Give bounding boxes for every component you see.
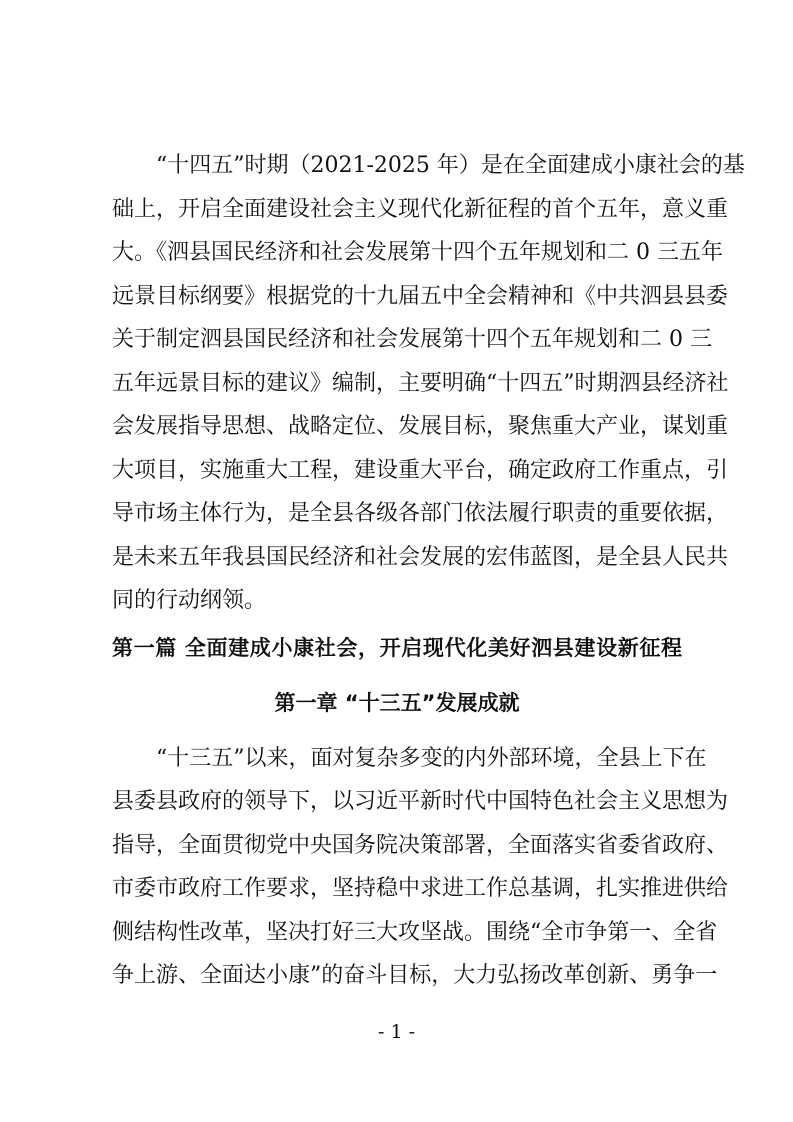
chapter-line-4: 市委市政府工作要求，坚持稳中求进工作总基调，扎实推进供给 [112, 876, 729, 901]
chapter-title: 第一章 “十三五”发展成就 [274, 691, 520, 715]
intro-line-2: 础上，开启全面建设社会主义现代化新征程的首个五年，意义重 [112, 197, 729, 222]
intro-line-10: 是未来五年我县国民经济和社会发展的宏伟蓝图，是全县人民共 [112, 545, 729, 570]
chapter-line-6: 争上游、全面达小康”的奋斗目标，大力弘扬改革创新、勇争一 [112, 963, 718, 988]
page-number: - 1 - [377, 1021, 415, 1043]
chapter-line-1: “十三五”以来，面对复杂多变的内外部环境，全县上下在 [156, 746, 707, 771]
intro-line-4: 远景目标纲要》根据党的十九届五中全会精神和《中共泗县县委 [112, 284, 729, 309]
intro-line-5: 关于制定泗县国民经济和社会发展第十四个五年规划和二 0 三 [112, 327, 712, 352]
chapter-line-2: 县委县政府的领导下，以习近平新时代中国特色社会主义思想为 [112, 789, 729, 814]
intro-line-1: “十四五”时期（2021-2025 年）是在全面建成小康社会的基 [156, 153, 745, 178]
chapter-line-3: 指导，全面贯彻党中央国务院决策部署，全面落实省委省政府、 [112, 833, 729, 858]
intro-line-7: 会发展指导思想、战略定位、发展目标，聚焦重大产业，谋划重 [112, 414, 729, 439]
intro-line-11: 同的行动纲领。 [112, 588, 267, 613]
intro-line-9: 导市场主体行为，是全县各级各部门依法履行职责的重要依据， [112, 501, 729, 526]
intro-line-8: 大项目，实施重大工程，建设重大平台，确定政府工作重点，引 [112, 458, 729, 483]
intro-line-6: 五年远景目标的建议》编制，主要明确“十四五”时期泗县经济社 [112, 371, 729, 396]
chapter-line-5: 侧结构性改革，坚决打好三大攻坚战。围绕“全市争第一、全省 [112, 920, 718, 945]
intro-line-3: 大。《泗县国民经济和社会发展第十四个五年规划和二 0 三五年 [112, 240, 723, 265]
part-title: 第一篇 全面建成小康社会，开启现代化美好泗县建设新征程 [112, 636, 682, 660]
